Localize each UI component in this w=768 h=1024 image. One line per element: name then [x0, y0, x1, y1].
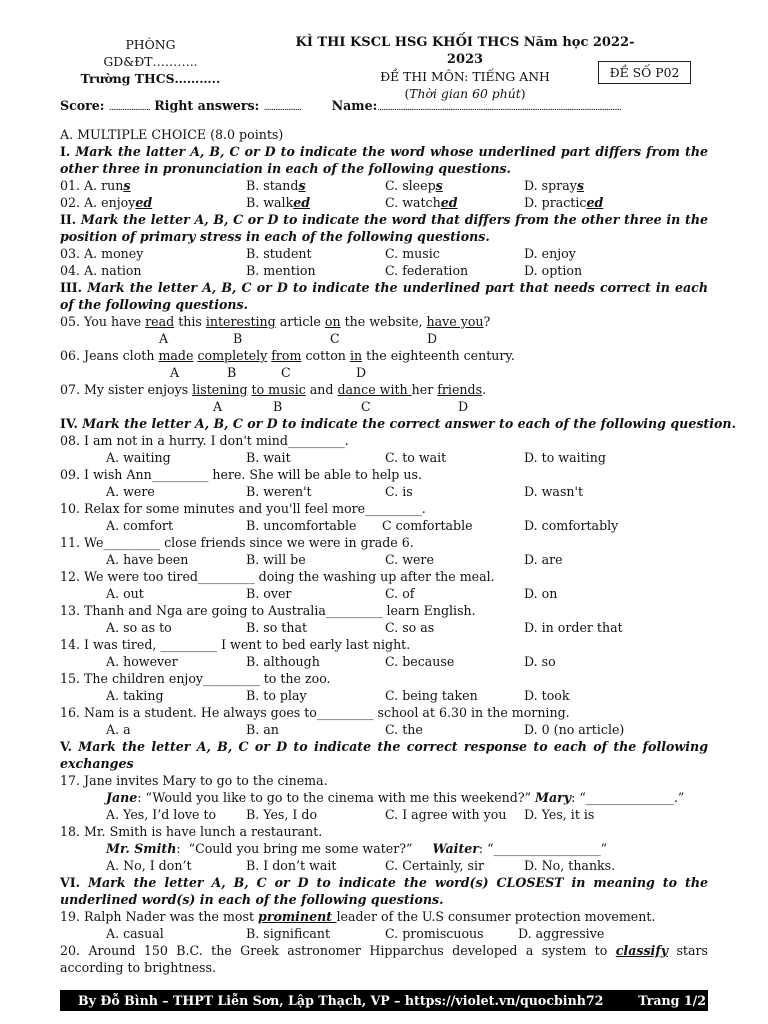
option-d[interactable]: D. 0 (no article)	[524, 722, 625, 737]
option-b[interactable]: B. student	[246, 246, 312, 261]
option-c[interactable]: C. the	[385, 722, 423, 737]
question-14-options	[60, 653, 708, 670]
option-d[interactable]: D. so	[524, 654, 556, 669]
option-a[interactable]: A. have been	[106, 552, 189, 567]
option-d[interactable]: D. on	[524, 586, 558, 601]
question-02	[60, 194, 708, 211]
option-c[interactable]: C. of	[385, 586, 415, 601]
question-09-options	[60, 483, 708, 500]
question-20-stem: 20. Around 150 B.C. the Greek astronomer Hipparchus developed a system to classify stars according to brightness.	[60, 943, 708, 975]
letter-d: D	[458, 399, 469, 414]
option-d[interactable]: D. practiced	[524, 195, 604, 210]
question-16-options	[60, 721, 708, 738]
question-17-dialog: Jane: “Would you like to go to the cinema with me this weekend?” Mary: “______________.”	[106, 790, 685, 805]
question-06-letters	[60, 364, 708, 381]
question-18-options	[60, 857, 708, 874]
option-c[interactable]: C. being taken	[385, 688, 478, 703]
question-09-stem: 09. I wish Ann_________ here. She will be able to help us.	[60, 467, 422, 482]
footer-bar	[60, 990, 708, 1011]
question-11-stem: 11. We_________ close friends since we were in grade 6.	[60, 535, 414, 550]
score-label: Score:	[60, 98, 105, 113]
question-03	[60, 245, 708, 262]
option-c[interactable]: C comfortable	[382, 518, 473, 533]
question-01	[60, 177, 708, 194]
right-answers-label: Right answers:	[154, 98, 260, 113]
option-d[interactable]: D. Yes, it is	[524, 807, 595, 822]
option-c[interactable]: C. because	[385, 654, 455, 669]
question-12-options	[60, 585, 708, 602]
option-a[interactable]: A. were	[106, 484, 155, 499]
instruction-V: V. Mark the letter A, B, C or D to indicate the correct response to each of the following exchanges	[60, 739, 708, 771]
option-b[interactable]: B. mention	[246, 263, 316, 278]
score-line	[60, 97, 710, 117]
option-b[interactable]: B. so that	[246, 620, 308, 635]
school-line: Trường THCS………..	[80, 71, 221, 86]
option-a[interactable]: A. No, I don’t	[106, 858, 192, 873]
instruction-II: II. Mark the letter A, B, C or D to indicate the word that differs from the other three in the position of primary stress in each of the following questions.	[60, 212, 708, 244]
letter-c: C	[361, 399, 371, 414]
option-a[interactable]: 03. A. money	[60, 246, 144, 261]
option-a[interactable]: A. however	[106, 654, 178, 669]
option-b[interactable]: B. I don’t wait	[246, 858, 337, 873]
option-a[interactable]: A. casual	[106, 926, 164, 941]
option-b[interactable]: B. significant	[246, 926, 331, 941]
question-19-options	[60, 925, 708, 942]
option-a[interactable]: 04. A. nation	[60, 263, 142, 278]
option-d[interactable]: D. aggressive	[518, 926, 605, 941]
option-c[interactable]: C. federation	[385, 263, 469, 278]
option-d[interactable]: D. No, thanks.	[524, 858, 616, 873]
option-a[interactable]: 01. A. runs	[60, 178, 131, 193]
question-14-stem: 14. I was tired, _________ I went to bed early last night.	[60, 637, 411, 652]
option-b[interactable]: B. an	[246, 722, 279, 737]
question-05-letters	[60, 330, 708, 347]
letter-b: B	[273, 399, 283, 414]
option-a[interactable]: A. comfort	[106, 518, 174, 533]
score-field[interactable]: ......................	[108, 103, 150, 113]
option-b[interactable]: B. over	[246, 586, 292, 601]
option-a[interactable]: 02. A. enjoyed	[60, 195, 153, 210]
question-05: 05. You have read this interesting article on the website, have you?	[60, 314, 491, 329]
question-08-stem: 08. I am not in a hurry. I don't mind_________.	[60, 433, 349, 448]
exam-code-box: ĐỀ SỐ P02	[598, 61, 691, 84]
option-c[interactable]: C. is	[385, 484, 413, 499]
question-13-options	[60, 619, 708, 636]
option-d[interactable]: D. took	[524, 688, 570, 703]
option-a[interactable]: A. taking	[106, 688, 164, 703]
exam-subject: ĐỀ THI MÔN: TIẾNG ANH	[380, 69, 550, 84]
option-d[interactable]: D. option	[524, 263, 583, 278]
option-b[interactable]: B. Yes, I do	[246, 807, 318, 822]
option-b[interactable]: B. uncomfortable	[246, 518, 357, 533]
option-c[interactable]: C. watched	[385, 195, 458, 210]
header-left	[78, 36, 223, 87]
option-a[interactable]: A. a	[106, 722, 131, 737]
section-a-heading: A. MULTIPLE CHOICE (8.0 points)	[60, 127, 284, 142]
option-a[interactable]: A. Yes, I’d love to	[106, 807, 217, 822]
option-d[interactable]: D. sprays	[524, 178, 584, 193]
question-08-options	[60, 449, 708, 466]
option-c[interactable]: C. music	[385, 246, 440, 261]
question-15-stem: 15. The children enjoy_________ to the zoo.	[60, 671, 331, 686]
option-b[interactable]: B. wait	[246, 450, 291, 465]
header-center	[280, 34, 650, 102]
option-a[interactable]: A. waiting	[106, 450, 171, 465]
letter-c: C	[330, 331, 340, 346]
option-c[interactable]: C. promiscuous	[385, 926, 484, 941]
question-16-stem: 16. Nam is a student. He always goes to_________ school at 6.30 in the morning.	[60, 705, 570, 720]
question-07: 07. My sister enjoys listening to music and dance with her friends.	[60, 382, 487, 397]
letter-a: A	[170, 365, 180, 380]
letter-d: D	[356, 365, 367, 380]
option-d[interactable]: D. wasn't	[524, 484, 584, 499]
exam-body	[60, 126, 736, 976]
page-number: Trang 1/2	[638, 993, 706, 1008]
option-c[interactable]: C. Certainly, sir	[385, 858, 484, 873]
option-d[interactable]: D. enjoy	[524, 246, 576, 261]
option-b[interactable]: B. to play	[246, 688, 307, 703]
option-c[interactable]: C. so as	[385, 620, 435, 635]
exam-title: KÌ THI KSCL HSG KHỐI THCS Năm học 2022-2023	[295, 35, 635, 67]
question-13-stem: 13. Thanh and Nga are going to Australia_________ learn English.	[60, 603, 476, 618]
question-18-stem: 18. Mr. Smith is have lunch a restaurant.	[60, 824, 323, 839]
option-b[interactable]: B. walked	[246, 195, 311, 210]
option-d[interactable]: D. to waiting	[524, 450, 606, 465]
footer-credit: By Đỗ Bình – THPT Liễn Sơn, Lập Thạch, VP – https://violet.vn/quocbinh72	[78, 993, 604, 1008]
question-10-stem: 10. Relax for some minutes and you'll feel more_________.	[60, 501, 426, 516]
letter-a: A	[213, 399, 223, 414]
option-b[interactable]: B. will be	[246, 552, 306, 567]
question-18-dialog: Mr. Smith: “Could you bring me some water?” Waiter: “_________________”	[106, 841, 608, 856]
letter-b: B	[227, 365, 237, 380]
question-06: 06. Jeans cloth made completely from cotton in the eighteenth century.	[60, 348, 515, 363]
option-c[interactable]: C. to wait	[385, 450, 447, 465]
option-d[interactable]: D. in order that	[524, 620, 623, 635]
name-field[interactable]: ...................................................................................................................................	[377, 103, 622, 113]
option-b[interactable]: B. stands	[246, 178, 306, 193]
department-line: PHÒNG GD&ĐT………..	[103, 37, 198, 69]
exam-time: (Thời gian 60 phút)	[404, 86, 526, 101]
option-c[interactable]: C. I agree with you	[385, 807, 507, 822]
letter-d: D	[427, 331, 438, 346]
option-a[interactable]: A. so as to	[106, 620, 172, 635]
question-17-stem: 17. Jane invites Mary to go to the cinema.	[60, 773, 328, 788]
option-c[interactable]: C. sleeps	[385, 178, 443, 193]
question-12-stem: 12. We were too tired_________ doing the washing up after the meal.	[60, 569, 495, 584]
question-19-stem: 19. Ralph Nader was the most prominent leader of the U.S consumer protection movement.	[60, 909, 656, 924]
option-d[interactable]: D. comfortably	[524, 518, 619, 533]
name-label: Name:	[331, 98, 378, 113]
question-15-options	[60, 687, 708, 704]
instruction-III: III. Mark the letter A, B, C or D to indicate the underlined part that needs correct in each of the following questions.	[60, 280, 708, 312]
option-b[interactable]: B. although	[246, 654, 320, 669]
instruction-VI: VI. Mark the letter A, B, C or D to indicate the word(s) CLOSEST in meaning to the underlined word(s) in each of the following questions.	[60, 875, 708, 907]
question-04	[60, 262, 708, 279]
option-b[interactable]: B. weren't	[246, 484, 312, 499]
option-a[interactable]: A. out	[106, 586, 144, 601]
question-10-options	[60, 517, 708, 534]
option-d[interactable]: D. are	[524, 552, 563, 567]
letter-b: B	[233, 331, 243, 346]
option-c[interactable]: C. were	[385, 552, 434, 567]
right-answers-field[interactable]: ....................	[263, 103, 301, 113]
question-11-options	[60, 551, 708, 568]
question-17-options	[60, 806, 708, 823]
instruction-IV: IV. Mark the letter A, B, C or D to indicate the correct answer to each of the following question.	[60, 416, 736, 431]
instruction-I: I. Mark the latter A, B, C or D to indicate the word whose underlined part differs from the other three in pronunciation in each of the following questions.	[60, 144, 708, 176]
question-07-letters	[60, 398, 708, 415]
letter-a: A	[159, 331, 169, 346]
letter-c: C	[281, 365, 291, 380]
